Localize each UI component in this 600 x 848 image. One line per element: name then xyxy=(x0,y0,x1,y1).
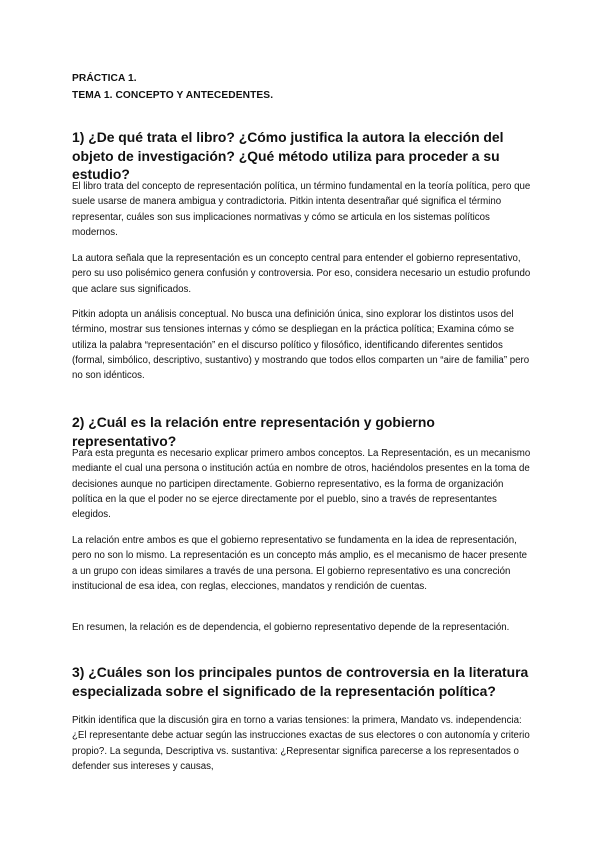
section-3-paragraph-1: Pitkin identifica que la discusión gira en torno a varias tensiones: la primera, Mandato vs. independencia: ¿El representante debe actuar según las instrucciones exactas de sus electores o con autonomía y criterio propio?. La segunda, Descriptiva vs. sustantiva: ¿Representar significa parecerse a los representados o defender sus intereses y causas, xyxy=(72,715,530,772)
practice-title: PRÁCTICA 1. xyxy=(72,73,137,84)
section-2-paragraph-3: En resumen, la relación es de dependencia, el gobierno representativo depende de la representación. xyxy=(72,622,510,633)
section-1-heading: 1) ¿De qué trata el libro? ¿Cómo justifica la autora la elección del objeto de investigación? ¿Qué método utiliza para proceder a su estudio? xyxy=(72,129,504,182)
document-header xyxy=(72,70,273,104)
section-1-paragraph-1: El libro trata del concepto de representación política, un término fundamental en la teoría política, pero que suele usarse de manera ambigua y contradictoria. Pitkin intenta desentrañar qué significa el término representar, cuáles son sus implicaciones normativas y cómo se articula en los sistemas políticos modernos. xyxy=(72,181,531,238)
section-2-paragraph-2: La relación entre ambos es que el gobierno representativo se fundamenta en la idea de representación, pero no son lo mismo. La representación es un concepto más amplio, es el mecanismo de hacer presente a un grupo con ideas similares a través de una persona. El gobierno representativo es una concreción institucional de esa idea, con reglas, elecciones, mandatos y rendición de cuentas. xyxy=(72,535,528,592)
section-2-heading: 2) ¿Cuál es la relación entre representación y gobierno representativo? xyxy=(72,414,435,449)
section-2-paragraph-1: Para esta pregunta es necesario explicar primero ambos conceptos. La Representación, es un mecanismo mediante el cual una persona o institución actúa en nombre de otros, haciéndolos presentes en la toma de decisiones aunque no participen directamente. Gobierno representativo, es la forma de organización política en la que el poder no se ejerce directamente por el pueblo, sino a través de representantes elegidos. xyxy=(72,448,531,521)
topic-title: TEMA 1. CONCEPTO Y ANTECEDENTES. xyxy=(72,90,274,101)
section-3-heading: 3) ¿Cuáles son los principales puntos de controversia en la literatura especializada sobre el significado de la representación política? xyxy=(72,664,529,699)
section-1-paragraph-3: Pitkin adopta un análisis conceptual. No busca una definición única, sino explorar los distintos usos del término, mostrar sus tensiones internas y cómo se despliegan en la práctica política; Examina cómo se utiliza la palabra “representación” en el discurso político y filosófico, identificando diferentes sentidos (formal, simbólico, descriptivo, sustantivo) y mostrando que todos ellos comparten un “aire de familia” pero no son idénticos. xyxy=(72,309,530,382)
section-1-paragraph-2: La autora señala que la representación es un concepto central para entender el gobierno representativo, pero su uso polisémico genera confusión y controversia. Por eso, considera necesario un estudio profundo que aclare sus significados. xyxy=(72,253,531,295)
